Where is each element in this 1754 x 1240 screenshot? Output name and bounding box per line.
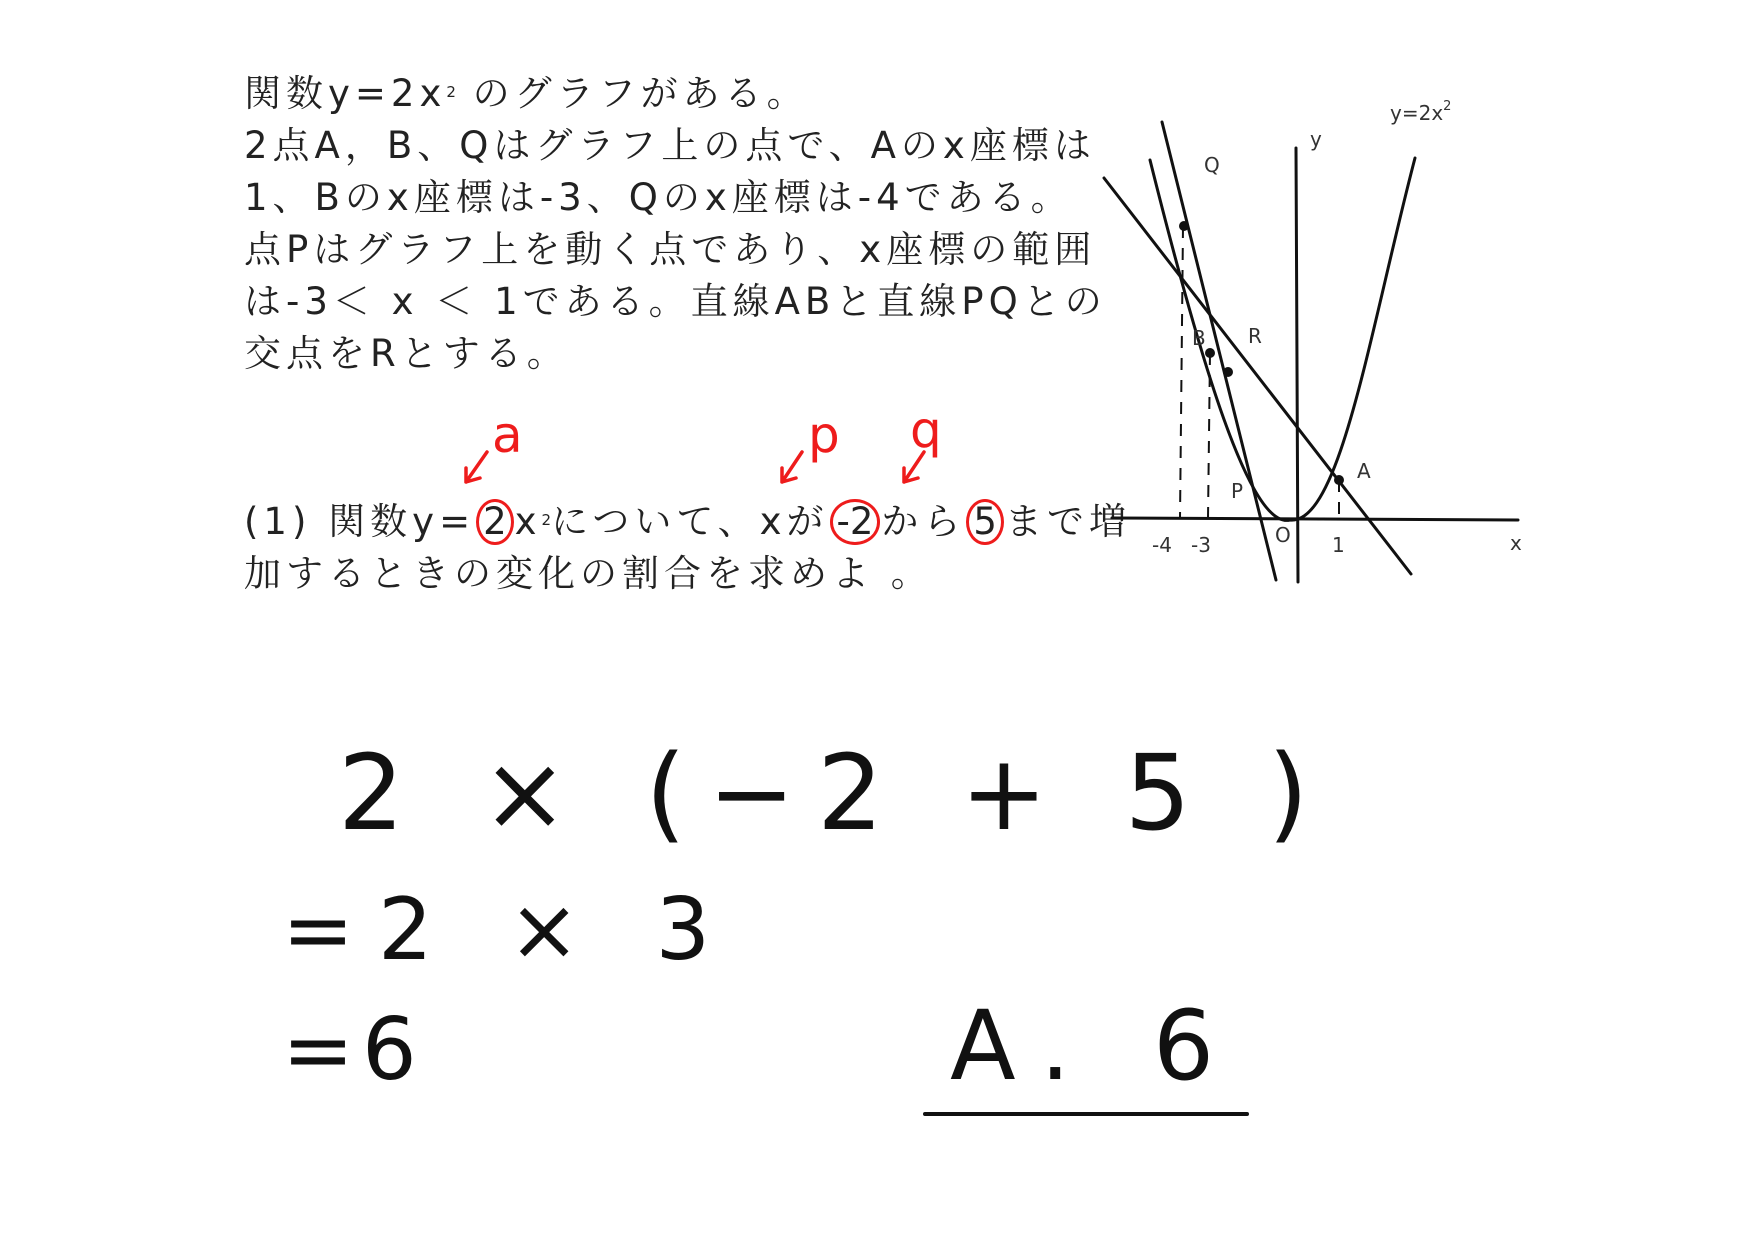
tick-label-neg3: -3	[1191, 533, 1211, 557]
annotation-a-label: a	[492, 406, 523, 464]
tick-label-1: 1	[1332, 533, 1345, 557]
problem-line-4: 点Pはグラフ上を動く点であり、x座標の範囲	[244, 228, 1097, 271]
point-b-label: B	[1192, 326, 1206, 350]
question-variable: x	[514, 500, 542, 543]
circled-end-value: 5	[966, 499, 1004, 545]
parabola-curve	[1150, 158, 1415, 520]
question-prefix: (1) 関数y=	[244, 500, 476, 543]
problem-line-6: 交点をRとする。	[244, 332, 569, 375]
point-b-dot	[1205, 348, 1215, 358]
problem-line-1-part-a: 関数y=2x	[244, 72, 447, 115]
dash-from-q	[1180, 226, 1183, 518]
x-axis-label: x	[1510, 531, 1522, 555]
question-suffix: まで増	[1004, 500, 1131, 543]
line-pq	[1162, 122, 1276, 580]
y-axis-line	[1296, 148, 1298, 582]
problem-line-3: 1、Bのx座標は-3、Qのx座標は-4である。	[244, 176, 1073, 219]
answer-underline	[923, 1112, 1249, 1116]
curve-label: $y=2x^2$	[1390, 100, 1452, 125]
annotation-p-label: p	[808, 406, 840, 464]
point-q-label: Q	[1204, 153, 1220, 177]
point-a-label: A	[1357, 459, 1371, 483]
point-r-label: R	[1248, 324, 1262, 348]
parabola-graph	[1100, 100, 1550, 620]
work-line-2: =2 × 3	[282, 880, 735, 980]
exponent: 2	[446, 83, 456, 101]
line-ab	[1104, 178, 1411, 574]
work-line-3: =6	[282, 1000, 425, 1100]
annotation-q-label: q	[910, 401, 942, 459]
point-p-label: P	[1231, 479, 1244, 503]
question-kara: から	[881, 500, 966, 543]
work-line-1: 2 × (−2 + 5 )	[338, 732, 1331, 854]
point-q-dot	[1179, 221, 1189, 231]
circled-start-value: -2	[830, 499, 881, 545]
question-line-1	[244, 496, 1131, 548]
x-axis-line	[1112, 518, 1518, 520]
arrow-to-p	[782, 452, 802, 482]
problem-line-1-part-b: のグラフがある。	[472, 72, 809, 115]
final-answer: A. 6	[950, 990, 1241, 1102]
point-r-dot	[1223, 367, 1233, 377]
question-line-2: 加するときの変化の割合を求めよ 。	[244, 552, 933, 595]
origin-label: O	[1275, 523, 1291, 547]
question-middle: について、xが	[551, 500, 829, 543]
arrow-to-q	[904, 452, 924, 482]
point-a-dot	[1334, 475, 1344, 485]
circled-coefficient: 2	[476, 499, 514, 545]
question-exponent: 2	[541, 511, 552, 529]
tick-label-neg4: -4	[1152, 533, 1172, 557]
y-axis-label: y	[1310, 127, 1322, 151]
question-1	[244, 496, 1131, 600]
dash-from-b	[1208, 353, 1210, 518]
problem-line-2: 2点A，B、Qはグラフ上の点で、Aのx座標は	[244, 124, 1096, 167]
arrow-to-a	[466, 452, 487, 482]
problem-line-5: は-3＜ x ＜ 1である。直線ABと直線PQとの	[244, 280, 1107, 323]
